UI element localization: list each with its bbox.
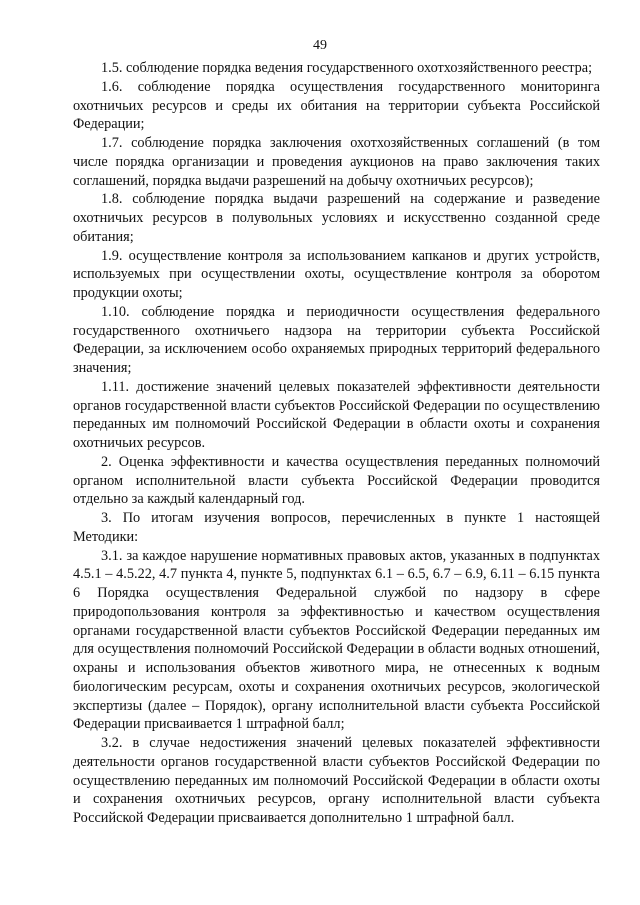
paragraph-1-10: 1.10. соблюдение порядка и периодичности осуществления федерального государственного охотничьего надзора на территории субъекта Российской Федерации, за исключением особо охраняемых природных территорий федерального значения; (73, 303, 600, 376)
paragraph-2: 2. Оценка эффективности и качества осуществления переданных полномочий органом исполнительной власти субъекта Российской Федерации проводится отдельно за каждый календарный год. (73, 453, 600, 508)
document-body (73, 59, 600, 828)
paragraph-1-9: 1.9. осуществление контроля за использованием капканов и других устройств, используемых при осуществлении охоты, осуществление контроля за оборотом продукции охоты; (73, 247, 600, 301)
paragraph-1-5: 1.5. соблюдение порядка ведения государственного охотхозяйственного реестра; (101, 60, 593, 76)
paragraph-3-2: 3.2. в случае недостижения значений целевых показателей эффективности деятельности органов государственной власти субъектов Российской Федерации по осуществлению переданных им полномочий Российской Федерации в области охоты и сохранения охотничьих ресурсов, органу исполнительной власти субъекта Российской Федерации присваивается дополнительно 1 штрафной балл. (73, 735, 600, 826)
paragraph-1-8: 1.8. соблюдение порядка выдачи разрешений на содержание и разведение охотничьих ресурсов в полувольных условиях и искусственно созданной среде обитания; (73, 191, 600, 245)
paragraph-3: 3. По итогам изучения вопросов, перечисленных в пункте 1 настоящей Методики: (73, 510, 600, 545)
paragraph-1-7: 1.7. соблюдение порядка заключения охотхозяйственных соглашений (в том числе порядка организации и проведения аукционов на право заключения таких соглашений, порядка выдачи разрешений на добычу охотничьих ресурсов); (73, 135, 600, 189)
page-number: 49 (313, 38, 327, 53)
paragraph-1-11: 1.11. достижение значений целевых показателей эффективности деятельности органов государственной власти субъектов Российской Федерации по осуществлению переданных им полномочий Российской Федерации в области охоты и сохранения охотничьих ресурсов. (73, 378, 600, 451)
paragraph-3-1: 3.1. за каждое нарушение нормативных правовых актов, указанных в подпунктах 4.5.1 – 4.5.22, 4.7 пункта 4, пункте 5, подпунктах 6.1 – 6.5, 6.7 – 6.9, 6.11 – 6.15 пункта 6 Порядка осуществления Федеральной службой по надзору в сфере природопользования контроля за эффективностью и качеством осуществления органами государственной власти субъектов Российской Федерации переданных им для осуществления полномочий Российской Федерации в области водных отношений, охраны и использования объектов животного мира, не отнесенных к водным биологическим ресурсам, охоты и сохранения охотничьих ресурсов, экологической экспертизы (далее – Порядок), органу исполнительной власти субъекта Российской Федерации присваивается 1 штрафной балл; (73, 547, 600, 733)
paragraph-1-6: 1.6. соблюдение порядка осуществления государственного мониторинга охотничьих ресурсов и среды их обитания на территории субъекта Российской Федерации; (73, 78, 600, 133)
